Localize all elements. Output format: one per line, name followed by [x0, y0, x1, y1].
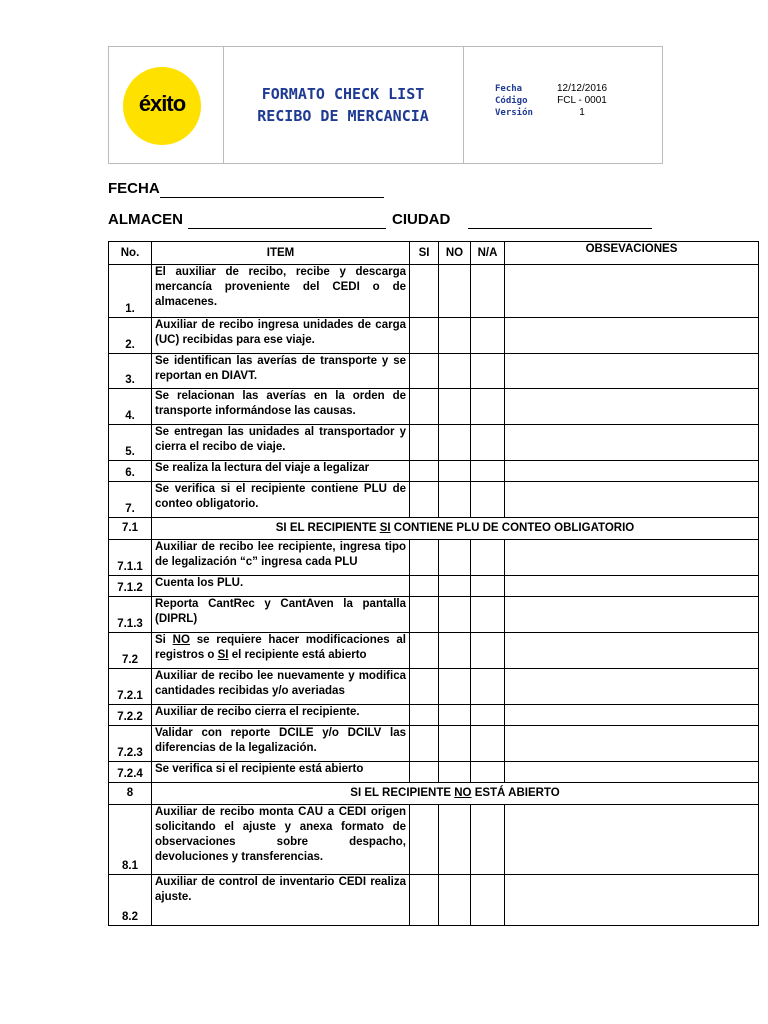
table-row — [109, 633, 759, 669]
na-cell[interactable] — [471, 461, 505, 482]
row-item: Auxiliar de control de inventario CEDI realiza ajuste. — [152, 875, 410, 926]
section-text: ESTÁ ABIERTO — [471, 787, 560, 799]
na-cell[interactable] — [471, 389, 505, 425]
observaciones-cell[interactable] — [505, 540, 759, 576]
row-item: Reporta CantRec y CantAven la pantalla (DIPRL) — [152, 597, 410, 633]
table-row — [109, 482, 759, 518]
logo-cell — [109, 47, 224, 163]
row-number: 7.2.4 — [109, 762, 152, 783]
no-cell[interactable] — [439, 461, 471, 482]
na-cell[interactable] — [471, 354, 505, 389]
no-cell[interactable] — [439, 633, 471, 669]
ciudad-input-line[interactable] — [468, 228, 652, 229]
section-heading — [152, 783, 759, 805]
row-item: Auxiliar de recibo lee nuevamente y modifica cantidades recibidas y/o averiadas — [152, 669, 410, 705]
row-item: Se relacionan las averías en la orden de transporte informándose las causas. — [152, 389, 410, 425]
row-number: 7.2.1 — [109, 669, 152, 705]
no-cell[interactable] — [439, 669, 471, 705]
row-item: Auxiliar de recibo cierra el recipiente. — [152, 705, 410, 726]
section-underlined-text: SI — [379, 522, 391, 534]
observaciones-cell[interactable] — [505, 265, 759, 318]
si-cell[interactable] — [410, 576, 439, 597]
row-item: Validar con reporte DCILE y/o DCILV las diferencias de la legalización. — [152, 726, 410, 762]
si-cell[interactable] — [410, 597, 439, 633]
observaciones-cell[interactable] — [505, 389, 759, 425]
no-cell[interactable] — [439, 425, 471, 461]
na-cell[interactable] — [471, 576, 505, 597]
row-number: 7.2.3 — [109, 726, 152, 762]
meta-value-codigo: FCL - 0001 — [557, 95, 607, 106]
no-cell[interactable] — [439, 597, 471, 633]
si-cell[interactable] — [410, 726, 439, 762]
item-underlined-text: NO — [172, 634, 190, 646]
no-cell[interactable] — [439, 726, 471, 762]
row-item: Se verifica si el recipiente está abierto — [152, 762, 410, 783]
observaciones-cell[interactable] — [505, 669, 759, 705]
document-header — [108, 46, 663, 164]
row-item: Cuenta los PLU. — [152, 576, 410, 597]
no-cell[interactable] — [439, 318, 471, 354]
table-row — [109, 669, 759, 705]
observaciones-cell[interactable] — [505, 805, 759, 875]
no-cell[interactable] — [439, 762, 471, 783]
si-cell[interactable] — [410, 461, 439, 482]
no-cell[interactable] — [439, 389, 471, 425]
no-cell[interactable] — [439, 576, 471, 597]
item-text: Si — [155, 634, 173, 646]
na-cell[interactable] — [471, 597, 505, 633]
na-cell[interactable] — [471, 318, 505, 354]
si-cell[interactable] — [410, 875, 439, 926]
observaciones-cell[interactable] — [505, 726, 759, 762]
row-number: 7.1.1 — [109, 540, 152, 576]
row-number: 1. — [109, 265, 152, 318]
table-row — [109, 705, 759, 726]
exito-logo — [123, 67, 201, 145]
row-item: Se realiza la lectura del viaje a legalizar — [152, 461, 410, 482]
observaciones-cell[interactable] — [505, 576, 759, 597]
meta-value-version: 1 — [579, 107, 585, 118]
row-item: Auxiliar de recibo ingresa unidades de carga (UC) recibidas para ese viaje. — [152, 318, 410, 354]
no-cell[interactable] — [439, 805, 471, 875]
section-underlined-text: NO — [454, 787, 472, 799]
fecha-label: FECHA — [108, 180, 160, 197]
si-cell[interactable] — [410, 540, 439, 576]
row-number: 7. — [109, 482, 152, 518]
na-cell[interactable] — [471, 540, 505, 576]
table-row — [109, 389, 759, 425]
observaciones-cell[interactable] — [505, 762, 759, 783]
title-line-1: FORMATO CHECK LIST — [261, 85, 425, 103]
header-si: SI — [410, 242, 439, 265]
row-item — [152, 633, 410, 669]
ciudad-label: CIUDAD — [392, 211, 451, 228]
table-row — [109, 762, 759, 783]
row-item: Auxiliar de recibo lee recipiente, ingresa tipo de legalización “c” ingresa cada PLU — [152, 540, 410, 576]
meta-cell — [463, 47, 662, 163]
section-row — [109, 783, 759, 805]
section-text: SI EL RECIPIENTE — [275, 522, 380, 534]
na-cell[interactable] — [471, 705, 505, 726]
row-item: El auxiliar de recibo, recibe y descarga mercancía proveniente del CEDI o de almacenes. — [152, 265, 410, 318]
item-underlined-text: SI — [217, 649, 229, 661]
row-item: Se identifican las averías de transporte y se reportan en DIAVT. — [152, 354, 410, 389]
section-heading — [152, 518, 759, 540]
no-cell[interactable] — [439, 540, 471, 576]
section-text: SI EL RECIPIENTE — [350, 787, 455, 799]
observaciones-cell[interactable] — [505, 875, 759, 926]
na-cell[interactable] — [471, 669, 505, 705]
row-number: 7.2 — [109, 633, 152, 669]
observaciones-cell[interactable] — [505, 633, 759, 669]
title-cell — [223, 47, 464, 163]
logo-text: éxito — [138, 91, 186, 116]
row-number: 7.1.3 — [109, 597, 152, 633]
fecha-input-line[interactable] — [160, 197, 384, 198]
table-row — [109, 265, 759, 318]
na-cell[interactable] — [471, 875, 505, 926]
na-cell[interactable] — [471, 425, 505, 461]
item-text: se requiere hacer modificaciones al registros o — [155, 634, 406, 661]
row-item: Se entregan las unidades al transportador y cierra el recibo de viaje. — [152, 425, 410, 461]
table-row — [109, 425, 759, 461]
section-row — [109, 518, 759, 540]
header-na: N/A — [471, 242, 505, 265]
observaciones-cell[interactable] — [505, 705, 759, 726]
na-cell[interactable] — [471, 265, 505, 318]
si-cell[interactable] — [410, 805, 439, 875]
row-number: 6. — [109, 461, 152, 482]
title-line-2: RECIBO DE MERCANCIA — [257, 107, 429, 125]
si-cell[interactable] — [410, 762, 439, 783]
row-item: Se verifica si el recipiente contiene PLU de conteo obligatorio. — [152, 482, 410, 518]
observaciones-cell[interactable] — [505, 461, 759, 482]
row-number: 4. — [109, 389, 152, 425]
si-cell[interactable] — [410, 389, 439, 425]
table-row — [109, 540, 759, 576]
table-row — [109, 875, 759, 926]
table-header-row — [109, 242, 759, 265]
row-number: 8 — [109, 783, 152, 805]
table-row — [109, 461, 759, 482]
si-cell[interactable] — [410, 354, 439, 389]
row-number: 8.1 — [109, 805, 152, 875]
si-cell[interactable] — [410, 633, 439, 669]
table-row — [109, 597, 759, 633]
meta-label-fecha: Fecha — [495, 84, 523, 94]
table-row — [109, 805, 759, 875]
na-cell[interactable] — [471, 482, 505, 518]
row-number: 7.2.2 — [109, 705, 152, 726]
meta-label-codigo: Código — [495, 96, 528, 106]
almacen-label: ALMACEN — [108, 211, 183, 228]
table-row — [109, 576, 759, 597]
header-observaciones: OBSEVACIONES — [505, 242, 759, 265]
header-no-col: NO — [439, 242, 471, 265]
no-cell[interactable] — [439, 482, 471, 518]
section-text: CONTIENE PLU DE CONTEO OBLIGATORIO — [390, 522, 635, 534]
observaciones-cell[interactable] — [505, 425, 759, 461]
na-cell[interactable] — [471, 762, 505, 783]
table-row — [109, 726, 759, 762]
row-number: 8.2 — [109, 875, 152, 926]
row-number: 7.1.2 — [109, 576, 152, 597]
meta-value-fecha: 12/12/2016 — [556, 83, 608, 94]
observaciones-cell[interactable] — [505, 354, 759, 389]
row-number: 7.1 — [109, 518, 152, 540]
no-cell[interactable] — [439, 875, 471, 926]
row-number: 5. — [109, 425, 152, 461]
no-cell[interactable] — [439, 354, 471, 389]
row-number: 3. — [109, 354, 152, 389]
na-cell[interactable] — [471, 805, 505, 875]
si-cell[interactable] — [410, 705, 439, 726]
item-text: el recipiente está abierto — [228, 649, 367, 661]
header-item: ITEM — [152, 242, 410, 265]
meta-label-version: Versión — [495, 108, 533, 118]
si-cell[interactable] — [410, 669, 439, 705]
observaciones-cell[interactable] — [505, 597, 759, 633]
row-item: Auxiliar de recibo monta CAU a CEDI origen solicitando el ajuste y anexa formato de observaciones sobre despacho, devoluciones y transferencias. — [152, 805, 410, 875]
si-cell[interactable] — [410, 318, 439, 354]
table-row — [109, 354, 759, 389]
almacen-input-line[interactable] — [188, 228, 386, 229]
si-cell[interactable] — [410, 425, 439, 461]
na-cell[interactable] — [471, 726, 505, 762]
row-number: 2. — [109, 318, 152, 354]
no-cell[interactable] — [439, 265, 471, 318]
no-cell[interactable] — [439, 705, 471, 726]
si-cell[interactable] — [410, 482, 439, 518]
header-no: No. — [109, 242, 152, 265]
table-row — [109, 318, 759, 354]
si-cell[interactable] — [410, 265, 439, 318]
observaciones-cell[interactable] — [505, 482, 759, 518]
na-cell[interactable] — [471, 633, 505, 669]
checklist-table — [108, 241, 759, 926]
observaciones-cell[interactable] — [505, 318, 759, 354]
